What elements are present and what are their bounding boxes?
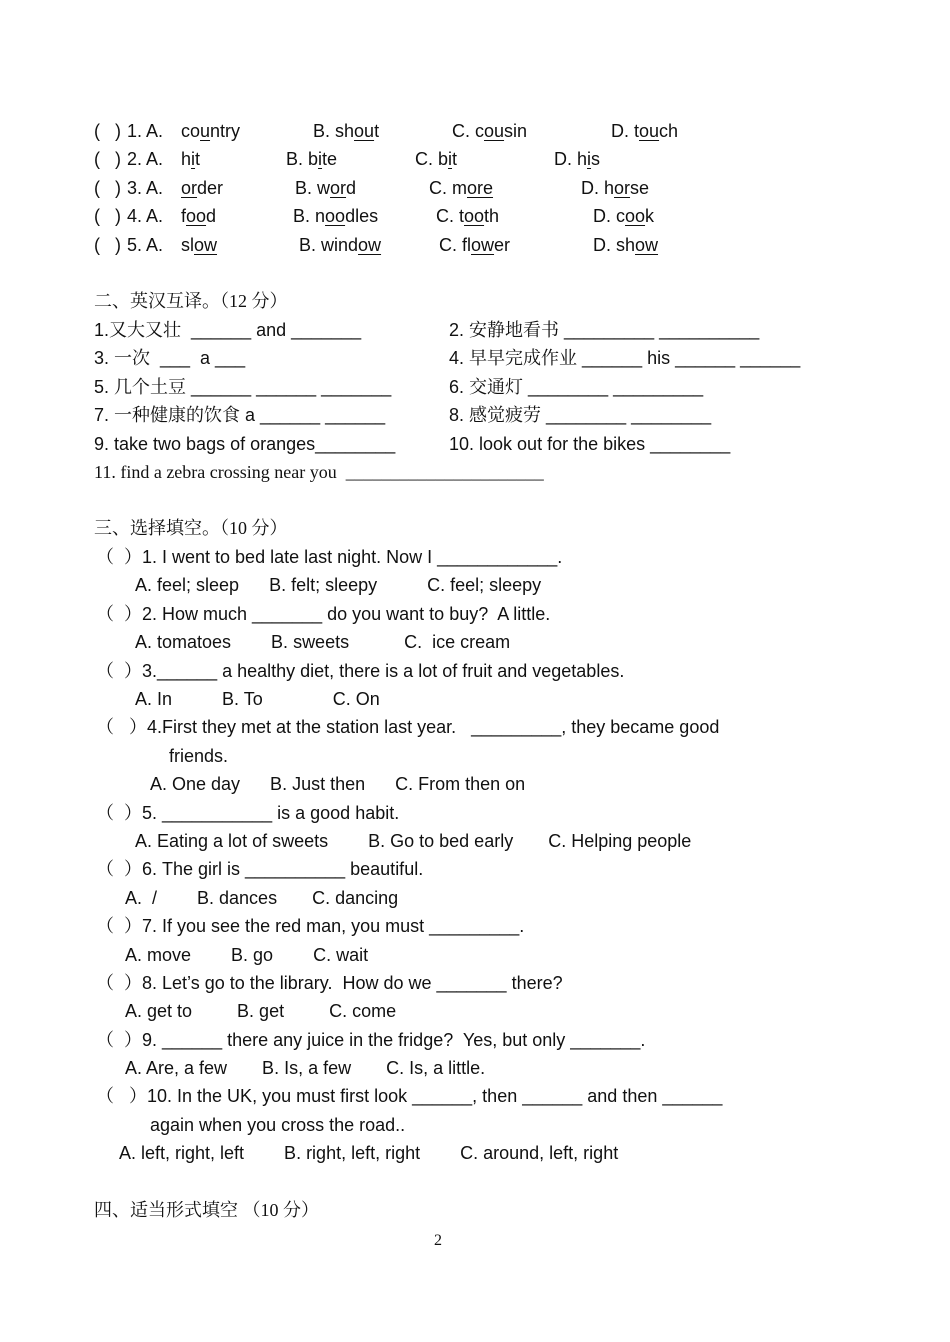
option-b: B. bite xyxy=(286,149,338,169)
option-a: food xyxy=(181,206,217,226)
item-number: 2. A. xyxy=(127,149,164,169)
underlined-letters: or xyxy=(614,178,631,198)
translation-item[interactable]: 3. 一次 ___ a ___ xyxy=(94,348,246,368)
option-c: C. flower xyxy=(439,235,511,255)
underlined-letters: ou xyxy=(354,121,375,141)
question-line[interactable]: （ ）1. I went to bed late last night. Now I ____________. xyxy=(96,547,563,567)
answer-options: A. feel; sleep B. felt; sleepy C. feel; sleepy xyxy=(135,575,542,595)
question-line[interactable]: （ ）5. ___________ is a good habit. xyxy=(96,803,400,823)
question-line[interactable]: （ ）10. In the UK, you must first look ______, then ______ and then ______ xyxy=(96,1086,723,1106)
underlined-letters: i xyxy=(318,149,323,169)
translation-item[interactable]: 2. 安静地看书 _________ __________ xyxy=(449,320,760,340)
question-line[interactable]: （ ）2. How much _______ do you want to buy? A little. xyxy=(96,604,551,624)
answer-options: A. tomatoes B. sweets C. ice cream xyxy=(135,632,511,652)
answer-options: A. Eating a lot of sweets B. Go to bed early C. Helping people xyxy=(135,831,692,851)
option-d: D. his xyxy=(554,149,601,169)
option-c: C. cousin xyxy=(452,121,528,141)
page-number: 2 xyxy=(434,1232,442,1249)
underlined-letters: oo xyxy=(464,206,485,226)
question-line[interactable]: （ ）8. Let’s go to the library. How do we _______ there? xyxy=(96,973,563,993)
item-number: 5. A. xyxy=(127,235,164,255)
answer-bracket[interactable]: ( ) xyxy=(94,121,121,141)
underlined-letters: ow xyxy=(194,235,218,255)
answer-options: A. Are, a few B. Is, a few C. Is, a little. xyxy=(125,1058,486,1078)
question-continuation: again when you cross the road.. xyxy=(150,1115,406,1135)
item-number: 3. A. xyxy=(127,178,164,198)
answer-options: A. left, right, left B. right, left, right C. around, left, right xyxy=(119,1143,619,1163)
option-a: slow xyxy=(181,235,218,255)
underlined-letters: oo xyxy=(625,206,646,226)
option-d: D. horse xyxy=(581,178,650,198)
item-number: 1. A. xyxy=(127,121,164,141)
underlined-letters: ou xyxy=(639,121,660,141)
underlined-letters: ou xyxy=(484,121,505,141)
section-4-title: 四、适当形式填空 （10 分） xyxy=(94,1200,319,1220)
translation-item[interactable]: 11. find a zebra crossing near you ______________________ xyxy=(94,462,544,482)
question-line[interactable]: （ ）7. If you see the red man, you must _________. xyxy=(96,916,525,936)
option-b: B. word xyxy=(295,178,357,198)
question-line[interactable]: （ ）4.First they met at the station last year. _________, they became good xyxy=(96,717,720,737)
translation-item[interactable]: 10. look out for the bikes ________ xyxy=(449,434,731,454)
underlined-letters: ore xyxy=(467,178,494,198)
underlined-letters: ow xyxy=(635,235,659,255)
question-continuation: friends. xyxy=(169,746,229,766)
answer-bracket[interactable]: ( ) xyxy=(94,235,121,255)
option-c: C. more xyxy=(429,178,494,198)
option-b: B. noodles xyxy=(293,206,379,226)
item-number: 4. A. xyxy=(127,206,164,226)
option-b: B. window xyxy=(299,235,382,255)
underlined-letters: ow xyxy=(358,235,382,255)
underlined-letters: oo xyxy=(186,206,207,226)
option-c: C. bit xyxy=(415,149,458,169)
option-d: D. cook xyxy=(593,206,655,226)
option-d: D. show xyxy=(593,235,659,255)
option-a: order xyxy=(181,178,224,198)
answer-bracket[interactable]: ( ) xyxy=(94,178,121,198)
option-b: B. shout xyxy=(313,121,380,141)
question-line[interactable]: （ ）3.______ a healthy diet, there is a lot of fruit and vegetables. xyxy=(96,661,625,681)
underlined-letters: ow xyxy=(471,235,495,255)
option-a: country xyxy=(181,121,241,141)
section-2-title: 二、英汉互译。（12 分） xyxy=(94,291,288,311)
translation-item[interactable]: 7. 一种健康的饮食 a ______ ______ xyxy=(94,405,386,425)
answer-options: A. / B. dances C. dancing xyxy=(125,888,399,908)
section-3-title: 三、选择填空。（10 分） xyxy=(94,518,288,538)
underlined-letters: i xyxy=(448,149,453,169)
underlined-letters: i xyxy=(587,149,592,169)
underlined-letters: or xyxy=(181,178,198,198)
answer-options: A. One day B. Just then C. From then on xyxy=(150,774,526,794)
translation-item[interactable]: 4. 早早完成作业 ______ his ______ ______ xyxy=(449,348,801,368)
underlined-letters: oo xyxy=(325,206,346,226)
question-line[interactable]: （ ）9. ______ there any juice in the fridge? Yes, but only _______. xyxy=(96,1030,646,1050)
underlined-letters: i xyxy=(191,149,196,169)
answer-options: A. In B. To C. On xyxy=(135,689,380,709)
translation-item[interactable]: 9. take two bags of oranges________ xyxy=(94,434,396,454)
option-a: hit xyxy=(181,149,201,169)
option-d: D. touch xyxy=(611,121,679,141)
underlined-letters: u xyxy=(200,121,211,141)
translation-item[interactable]: 6. 交通灯 ________ _________ xyxy=(449,377,704,397)
translation-item[interactable]: 1.又大又壮 ______ and _______ xyxy=(94,320,362,340)
option-c: C. tooth xyxy=(436,206,500,226)
underlined-letters: or xyxy=(330,178,347,198)
answer-options: A. get to B. get C. come xyxy=(125,1001,397,1021)
answer-bracket[interactable]: ( ) xyxy=(94,149,121,169)
answer-bracket[interactable]: ( ) xyxy=(94,206,121,226)
answer-options: A. move B. go C. wait xyxy=(125,945,369,965)
question-line[interactable]: （ ）6. The girl is __________ beautiful. xyxy=(96,859,424,879)
translation-item[interactable]: 5. 几个土豆 ______ ______ _______ xyxy=(94,377,392,397)
translation-item[interactable]: 8. 感觉疲劳 ________ ________ xyxy=(449,405,712,425)
